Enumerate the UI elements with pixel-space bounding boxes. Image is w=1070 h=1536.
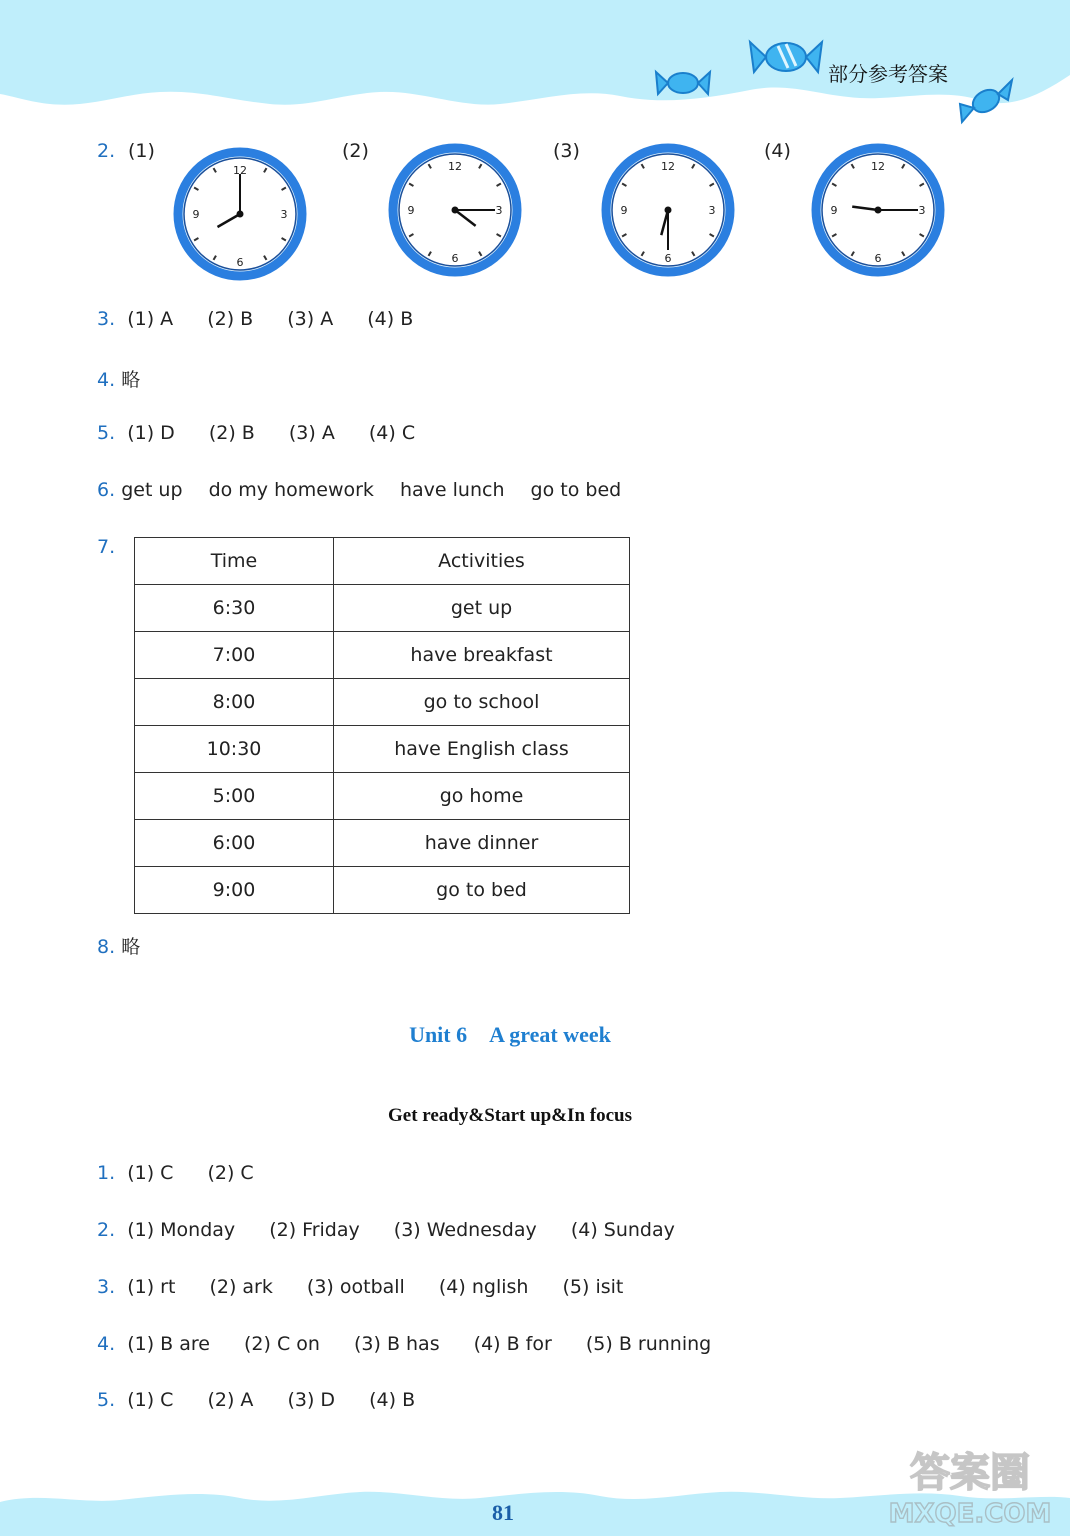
clock-number: 3	[708, 204, 716, 217]
q3-line	[97, 308, 413, 330]
time-cell: 10:30	[135, 726, 334, 773]
svg-text:答案圈: 答案圈	[910, 1450, 1030, 1496]
table-row	[135, 585, 630, 632]
answer: (1) A	[127, 308, 174, 330]
time-cell: 6:30	[135, 585, 334, 632]
clock-number: 6	[451, 252, 459, 265]
clock-number: 9	[830, 204, 838, 217]
clock-number: 6	[236, 256, 244, 269]
answer: (1) rt	[127, 1276, 176, 1298]
activity-cell: get up	[334, 585, 630, 632]
table-row	[135, 820, 630, 867]
clock-label: (3)	[553, 140, 580, 162]
answer: have lunch	[399, 479, 505, 501]
candy-icon	[958, 76, 1014, 126]
question-number: 8.	[97, 936, 116, 958]
answer: (4) B	[369, 1389, 416, 1411]
answer: (3) D	[287, 1389, 336, 1411]
answer: (3) A	[287, 308, 334, 330]
q2-line	[97, 140, 115, 162]
activity-cell: have dinner	[334, 820, 630, 867]
answer: (1) D	[127, 422, 175, 444]
answer: (5) B running	[585, 1333, 712, 1355]
clock-face-icon	[385, 140, 525, 280]
clock-number: 9	[620, 204, 628, 217]
question-number: 5.	[97, 422, 116, 444]
clock-center	[237, 211, 244, 218]
question-number: 1.	[97, 1162, 116, 1184]
table-row	[135, 726, 630, 773]
answer: (2) ark	[209, 1276, 273, 1298]
svg-text:MXQE.COM: MXQE.COM	[888, 1499, 1052, 1529]
clock-number: 9	[192, 208, 200, 221]
q4-line	[97, 365, 140, 392]
answer: (2) B	[208, 422, 255, 444]
u6-q2-line	[97, 1219, 675, 1241]
question-number: 3.	[97, 308, 116, 330]
answer: (1) Monday	[127, 1219, 236, 1241]
question-number: 5.	[97, 1389, 116, 1411]
activity-cell: go home	[334, 773, 630, 820]
q8-line	[97, 932, 140, 959]
question-number: 3.	[97, 1276, 116, 1298]
answer: (4) Sunday	[570, 1219, 675, 1241]
q6-line	[97, 479, 621, 501]
clock-number: 3	[280, 208, 288, 221]
u6-q1-line	[97, 1162, 254, 1184]
page-header-title: 部分参考答案	[828, 62, 948, 86]
question-number: 4.	[97, 369, 116, 391]
u6-q5-line	[97, 1389, 415, 1411]
answer: get up	[121, 479, 183, 501]
activity-cell: have English class	[334, 726, 630, 773]
activity-cell: have breakfast	[334, 632, 630, 679]
table-row	[135, 773, 630, 820]
clock-number: 6	[664, 252, 672, 265]
answer: 略	[121, 369, 141, 391]
q7-line	[97, 536, 115, 558]
clock-number: 12	[661, 160, 675, 173]
page-number: 81	[492, 1500, 514, 1525]
clock-number: 3	[495, 204, 503, 217]
answer: (3) ootball	[306, 1276, 405, 1298]
clock-center	[875, 207, 882, 214]
unit-title: Unit 6 A great week	[409, 1022, 611, 1047]
clock-number: 6	[874, 252, 882, 265]
answer: (4) B	[367, 308, 414, 330]
clock-label: (2)	[342, 140, 369, 162]
clock-label: (1)	[128, 140, 155, 162]
answer: 略	[121, 936, 141, 958]
question-number: 6.	[97, 479, 116, 501]
answer: go to bed	[530, 479, 622, 501]
clock-number: 12	[448, 160, 462, 173]
time-cell: 9:00	[135, 867, 334, 914]
question-number: 4.	[97, 1333, 116, 1355]
question-number: 2.	[97, 140, 116, 162]
answer: do my homework	[208, 479, 374, 501]
time-cell: 5:00	[135, 773, 334, 820]
clock-label: (4)	[764, 140, 791, 162]
answer: (4) B for	[473, 1333, 552, 1355]
clock-number: 12	[233, 164, 247, 177]
answer: (5) isit	[562, 1276, 624, 1298]
answer: (3) Wednesday	[393, 1219, 537, 1241]
candy-icon	[748, 34, 824, 80]
answer: (4) nglish	[438, 1276, 529, 1298]
clock-face-icon	[170, 144, 310, 284]
table-row	[135, 679, 630, 726]
table-header-row	[135, 538, 630, 585]
answer: (2) C on	[244, 1333, 320, 1355]
time-cell: 6:00	[135, 820, 334, 867]
candy-icon	[654, 66, 712, 100]
answer: (4) C	[368, 422, 416, 444]
clock-center	[452, 207, 459, 214]
u6-q3-line	[97, 1276, 623, 1298]
answer: (2) B	[207, 308, 254, 330]
answer: (2) A	[207, 1389, 254, 1411]
answer: (1) C	[127, 1389, 174, 1411]
answer: (1) C	[127, 1162, 174, 1184]
clock-number: 9	[407, 204, 415, 217]
answer: (3) A	[288, 422, 335, 444]
activity-cell: go to bed	[334, 867, 630, 914]
answer: (2) Friday	[269, 1219, 360, 1241]
time-cell: 7:00	[135, 632, 334, 679]
clock-number: 12	[871, 160, 885, 173]
q5-line	[97, 422, 415, 444]
table-row	[135, 867, 630, 914]
question-number: 7.	[97, 536, 116, 558]
section-title: Get ready&Start up&In focus	[387, 1105, 632, 1126]
clock-center	[665, 207, 672, 214]
activity-cell: go to school	[334, 679, 630, 726]
column-header: Time	[135, 538, 334, 585]
answer: (3) B has	[353, 1333, 440, 1355]
watermark-logo	[880, 1440, 1060, 1530]
answer: (1) B are	[127, 1333, 210, 1355]
schedule-table	[134, 537, 630, 914]
time-cell: 8:00	[135, 679, 334, 726]
answer: (2) C	[207, 1162, 254, 1184]
table-row	[135, 632, 630, 679]
clock-face-icon	[808, 140, 948, 280]
clock-face-icon	[598, 140, 738, 280]
u6-q4-line	[97, 1333, 711, 1355]
column-header: Activities	[334, 538, 630, 585]
question-number: 2.	[97, 1219, 116, 1241]
clock-number: 3	[918, 204, 926, 217]
